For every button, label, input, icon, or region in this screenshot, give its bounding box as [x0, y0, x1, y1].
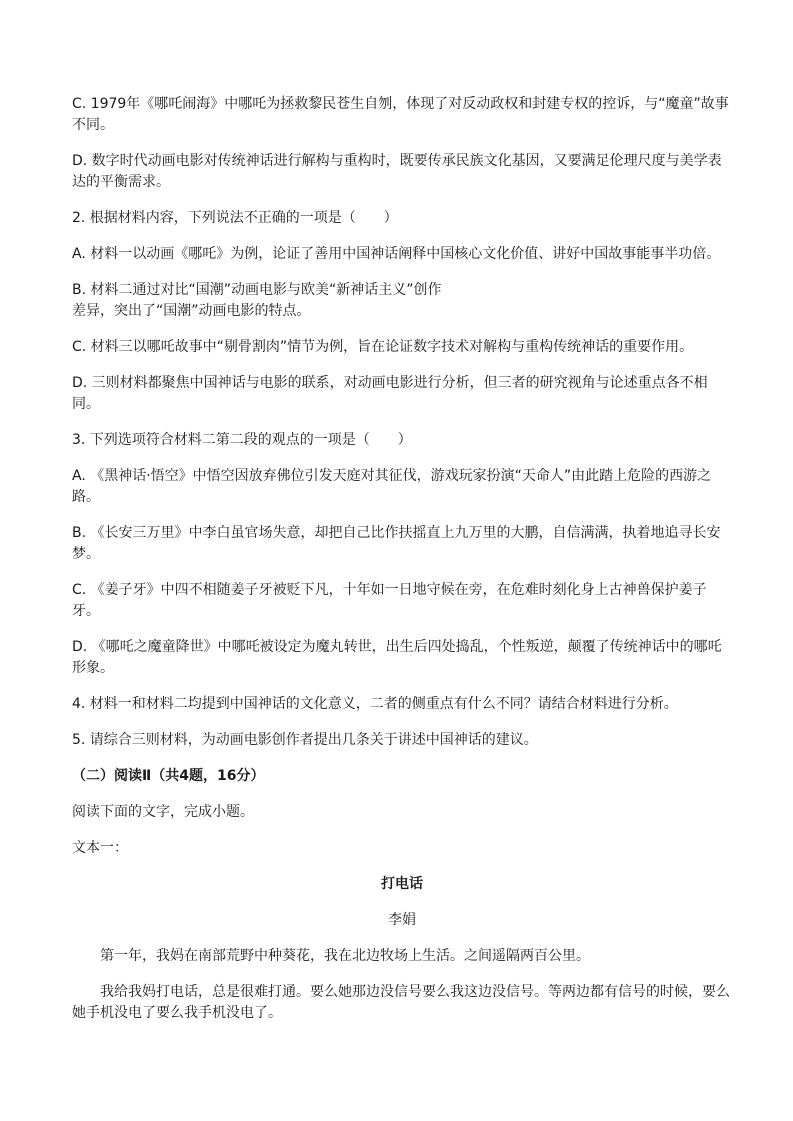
q3-option-a: A. 《黑神话·悟空》中悟空因放弃佛位引发天庭对其征伐，游戏玩家扮演“天命人”由此踏上危险的西游之路。 — [72, 468, 712, 505]
article-paragraph-2: 我给我妈打电话，总是很难打通。要么她那边没信号要么我这边没信号。等两边都有信号的时候，要么她手机没电了要么我手机没电了。 — [72, 984, 730, 1021]
q2-option-b-line1: B. 材料二通过对比“国潮”动画电影与欧美“新神话主义”创作 — [72, 282, 442, 298]
q2-option-b — [72, 280, 732, 322]
q2-option-a: A. 材料一以动画《哪吒》为例，论证了善用中国神话阐释中国核心文化价值、讲好中国故事能事半功倍。 — [72, 246, 721, 262]
article-paragraph-1: 第一年，我妈在南部荒野中种葵花，我在北边牧场上生活。之间遥隔两百公里。 — [100, 948, 590, 964]
q3-stem: 3. 下列选项符合材料二第二段的观点的一项是（ ） — [72, 432, 412, 448]
q3-option-c: C. 《姜子牙》中四不相随姜子牙被贬下凡，十年如一日地守候在旁，在危难时刻化身上古神兽保护姜子牙。 — [72, 582, 707, 619]
q2-option-c: C. 材料三以哪吒故事中“剔骨割肉”情节为例，旨在论证数字技术对解构与重构传统神话的重要作用。 — [72, 339, 694, 355]
section-instruction: 阅读下面的文字，完成小题。 — [72, 804, 254, 820]
q1-option-d: D. 数字时代动画电影对传统神话进行解构与重构时，既要传承民族文化基因，又要满足伦理尺度与美学表达的平衡需求。 — [72, 153, 722, 190]
q4-stem: 4. 材料一和材料二均提到中国神话的文化意义，二者的侧重点有什么不同？请结合材料进行分析。 — [72, 696, 678, 712]
q3-option-b: B. 《长安三万里》中李白虽官场失意，却把自己比作扶摇直上九万里的大鹏，自信满满，执着地追寻长安梦。 — [72, 525, 721, 562]
q2-stem: 2. 根据材料内容，下列说法不正确的一项是（ ） — [72, 210, 398, 226]
q2-option-b-line2: 差异，突出了“国潮”动画电影的特点。 — [72, 303, 311, 319]
article-author: 李娟 — [388, 912, 416, 928]
section-heading: （二）阅读Ⅱ（共4题，16分） — [72, 768, 265, 784]
q1-option-c: C. 1979年《哪吒闹海》中哪吒为拯救黎民苍生自刎，体现了对反动政权和封建专权的控诉，与“魔童”故事不同。 — [72, 96, 729, 133]
text-label: 文本一： — [72, 840, 128, 856]
q2-option-d: D. 三则材料都聚焦中国神话与电影的联系，对动画电影进行分析，但三者的研究视角与论述重点各不相同。 — [72, 375, 708, 412]
q3-option-d: D. 《哪吒之魔童降世》中哪吒被设定为魔丸转世，出生后四处捣乱，个性叛逆，颠覆了传统神话中的哪吒形象。 — [72, 639, 722, 676]
q5-stem: 5. 请综合三则材料，为动画电影创作者提出几条关于讲述中国神话的建议。 — [72, 732, 538, 748]
article-title: 打电话 — [381, 876, 423, 892]
document-page — [72, 94, 732, 1039]
